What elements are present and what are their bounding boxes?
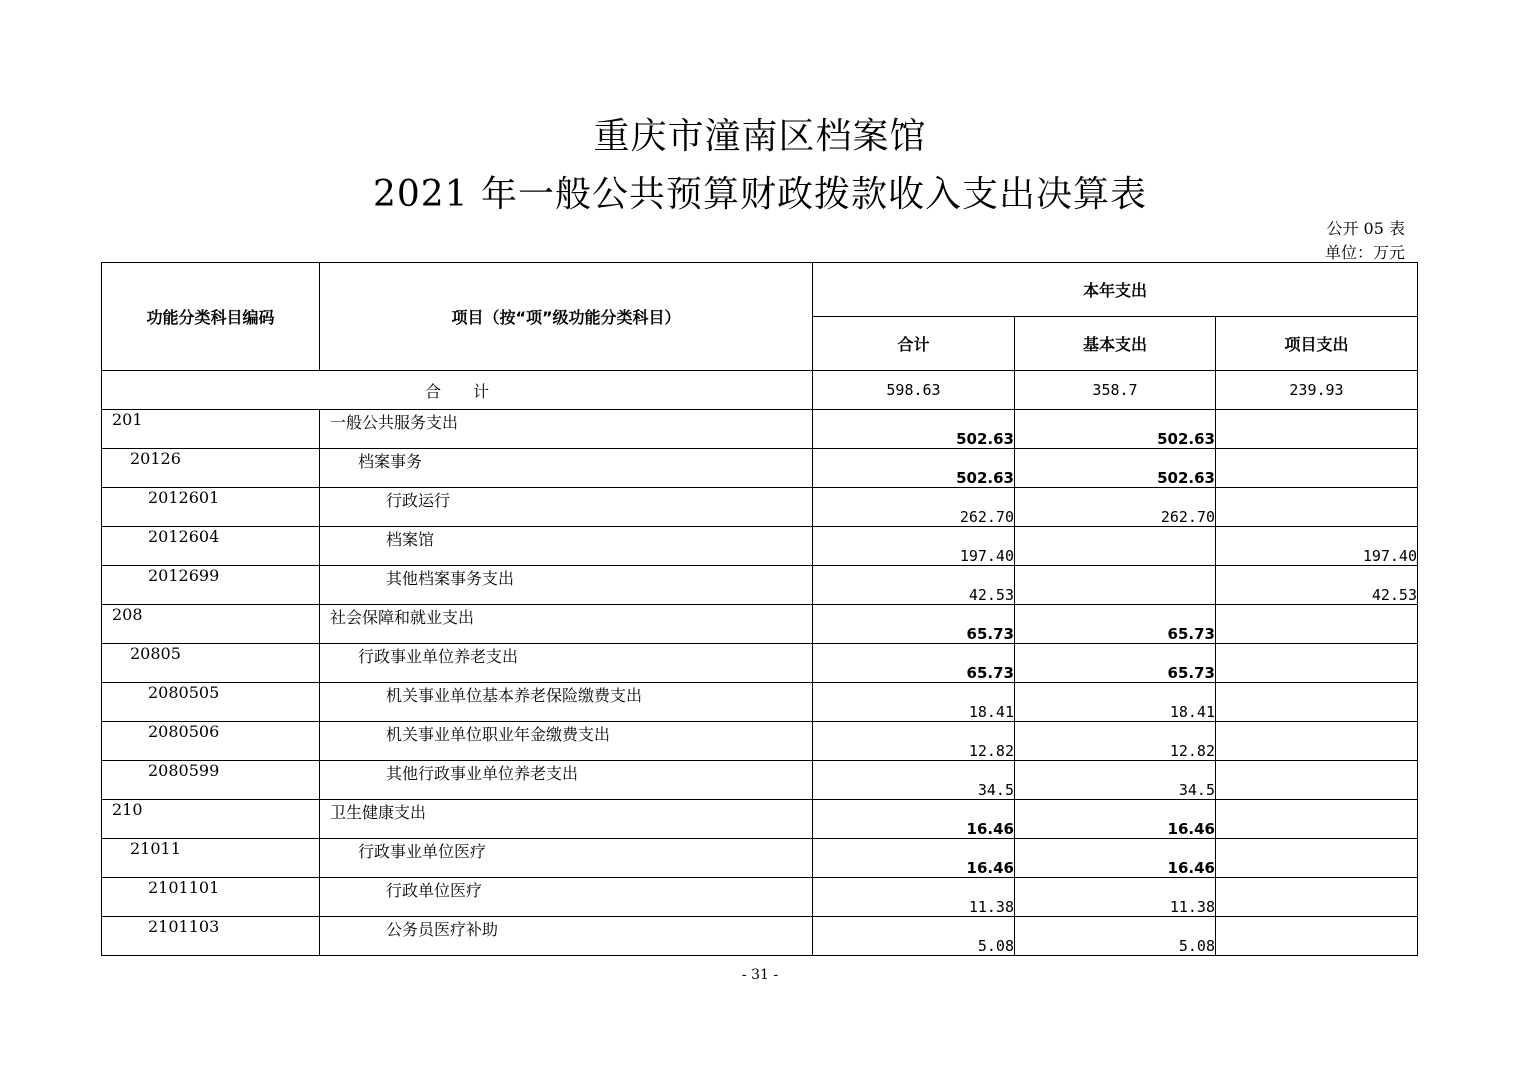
row-code: 2101103 <box>102 917 320 956</box>
header-total: 合计 <box>813 317 1015 371</box>
row-project <box>1216 644 1418 683</box>
row-total: 16.46 <box>813 839 1015 878</box>
row-name: 档案馆 <box>320 527 813 566</box>
row-basic: 262.70 <box>1015 488 1216 527</box>
row-code: 201 <box>102 410 320 449</box>
row-name: 档案事务 <box>320 449 813 488</box>
row-name: 机关事业单位职业年金缴费支出 <box>320 722 813 761</box>
row-total: 16.46 <box>813 800 1015 839</box>
table-row <box>102 605 1418 644</box>
table-row <box>102 410 1418 449</box>
row-name: 卫生健康支出 <box>320 800 813 839</box>
page-number: - 31 - <box>741 967 779 983</box>
table-row <box>102 527 1418 566</box>
table-row <box>102 917 1418 956</box>
row-basic: 16.46 <box>1015 839 1216 878</box>
row-project <box>1216 917 1418 956</box>
row-basic: 502.63 <box>1015 410 1216 449</box>
row-total: 12.82 <box>813 722 1015 761</box>
form-number: 公开 05 表 <box>1326 219 1405 238</box>
total-basic: 358.7 <box>1015 371 1216 410</box>
row-project <box>1216 761 1418 800</box>
row-basic <box>1015 527 1216 566</box>
table-row <box>102 878 1418 917</box>
row-basic: 502.63 <box>1015 449 1216 488</box>
table-row <box>102 761 1418 800</box>
unit-label: 单位：万元 <box>1324 243 1405 262</box>
table-header <box>102 263 1418 371</box>
row-name: 其他档案事务支出 <box>320 566 813 605</box>
row-code: 21011 <box>102 839 320 878</box>
row-name: 机关事业单位基本养老保险缴费支出 <box>320 683 813 722</box>
row-project <box>1216 722 1418 761</box>
row-name: 行政运行 <box>320 488 813 527</box>
row-project: 197.40 <box>1216 527 1418 566</box>
table-row <box>102 566 1418 605</box>
row-code: 210 <box>102 800 320 839</box>
row-basic: 12.82 <box>1015 722 1216 761</box>
row-project: 42.53 <box>1216 566 1418 605</box>
row-name: 公务员医疗补助 <box>320 917 813 956</box>
row-total: 5.08 <box>813 917 1015 956</box>
row-code: 2012699 <box>102 566 320 605</box>
table-row <box>102 644 1418 683</box>
row-basic: 18.41 <box>1015 683 1216 722</box>
row-project <box>1216 410 1418 449</box>
row-basic: 65.73 <box>1015 644 1216 683</box>
row-total: 197.40 <box>813 527 1015 566</box>
row-code: 20805 <box>102 644 320 683</box>
table-row <box>102 722 1418 761</box>
row-total: 11.38 <box>813 878 1015 917</box>
row-total: 34.5 <box>813 761 1015 800</box>
row-name: 行政单位医疗 <box>320 878 813 917</box>
row-code: 2080506 <box>102 722 320 761</box>
total-row <box>102 371 1418 410</box>
header-code: 功能分类科目编码 <box>102 263 320 371</box>
table-row <box>102 488 1418 527</box>
row-total: 262.70 <box>813 488 1015 527</box>
table-row <box>102 839 1418 878</box>
row-total: 18.41 <box>813 683 1015 722</box>
row-basic <box>1015 566 1216 605</box>
row-total: 65.73 <box>813 605 1015 644</box>
header-project: 项目支出 <box>1216 317 1418 371</box>
document-title: 重庆市潼南区档案馆 <box>593 116 927 157</box>
row-project <box>1216 605 1418 644</box>
row-project <box>1216 839 1418 878</box>
total-project: 239.93 <box>1216 371 1418 410</box>
row-project <box>1216 800 1418 839</box>
table-body <box>102 371 1418 956</box>
row-code: 2101101 <box>102 878 320 917</box>
row-name: 其他行政事业单位养老支出 <box>320 761 813 800</box>
table-row <box>102 449 1418 488</box>
header-item: 项目（按“项”级功能分类科目） <box>320 263 813 371</box>
row-project <box>1216 488 1418 527</box>
row-basic: 5.08 <box>1015 917 1216 956</box>
row-name: 行政事业单位养老支出 <box>320 644 813 683</box>
row-name: 行政事业单位医疗 <box>320 839 813 878</box>
row-name: 一般公共服务支出 <box>320 410 813 449</box>
table-row <box>102 800 1418 839</box>
header-basic: 基本支出 <box>1015 317 1216 371</box>
row-total: 65.73 <box>813 644 1015 683</box>
table-row <box>102 683 1418 722</box>
row-code: 20126 <box>102 449 320 488</box>
row-basic: 65.73 <box>1015 605 1216 644</box>
row-code: 2012604 <box>102 527 320 566</box>
row-project <box>1216 878 1418 917</box>
row-basic: 11.38 <box>1015 878 1216 917</box>
row-code: 208 <box>102 605 320 644</box>
row-total: 502.63 <box>813 449 1015 488</box>
row-total: 42.53 <box>813 566 1015 605</box>
row-code: 2012601 <box>102 488 320 527</box>
total-amount: 598.63 <box>813 371 1015 410</box>
row-name: 社会保障和就业支出 <box>320 605 813 644</box>
row-code: 2080599 <box>102 761 320 800</box>
total-label: 合 计 <box>102 371 813 410</box>
document-subtitle: 2021 年一般公共预算财政拨款收入支出决算表 <box>372 174 1148 215</box>
row-basic: 34.5 <box>1015 761 1216 800</box>
header-current-year: 本年支出 <box>813 263 1418 317</box>
row-basic: 16.46 <box>1015 800 1216 839</box>
row-project <box>1216 683 1418 722</box>
row-total: 502.63 <box>813 410 1015 449</box>
row-project <box>1216 449 1418 488</box>
budget-table <box>101 262 1418 956</box>
row-code: 2080505 <box>102 683 320 722</box>
